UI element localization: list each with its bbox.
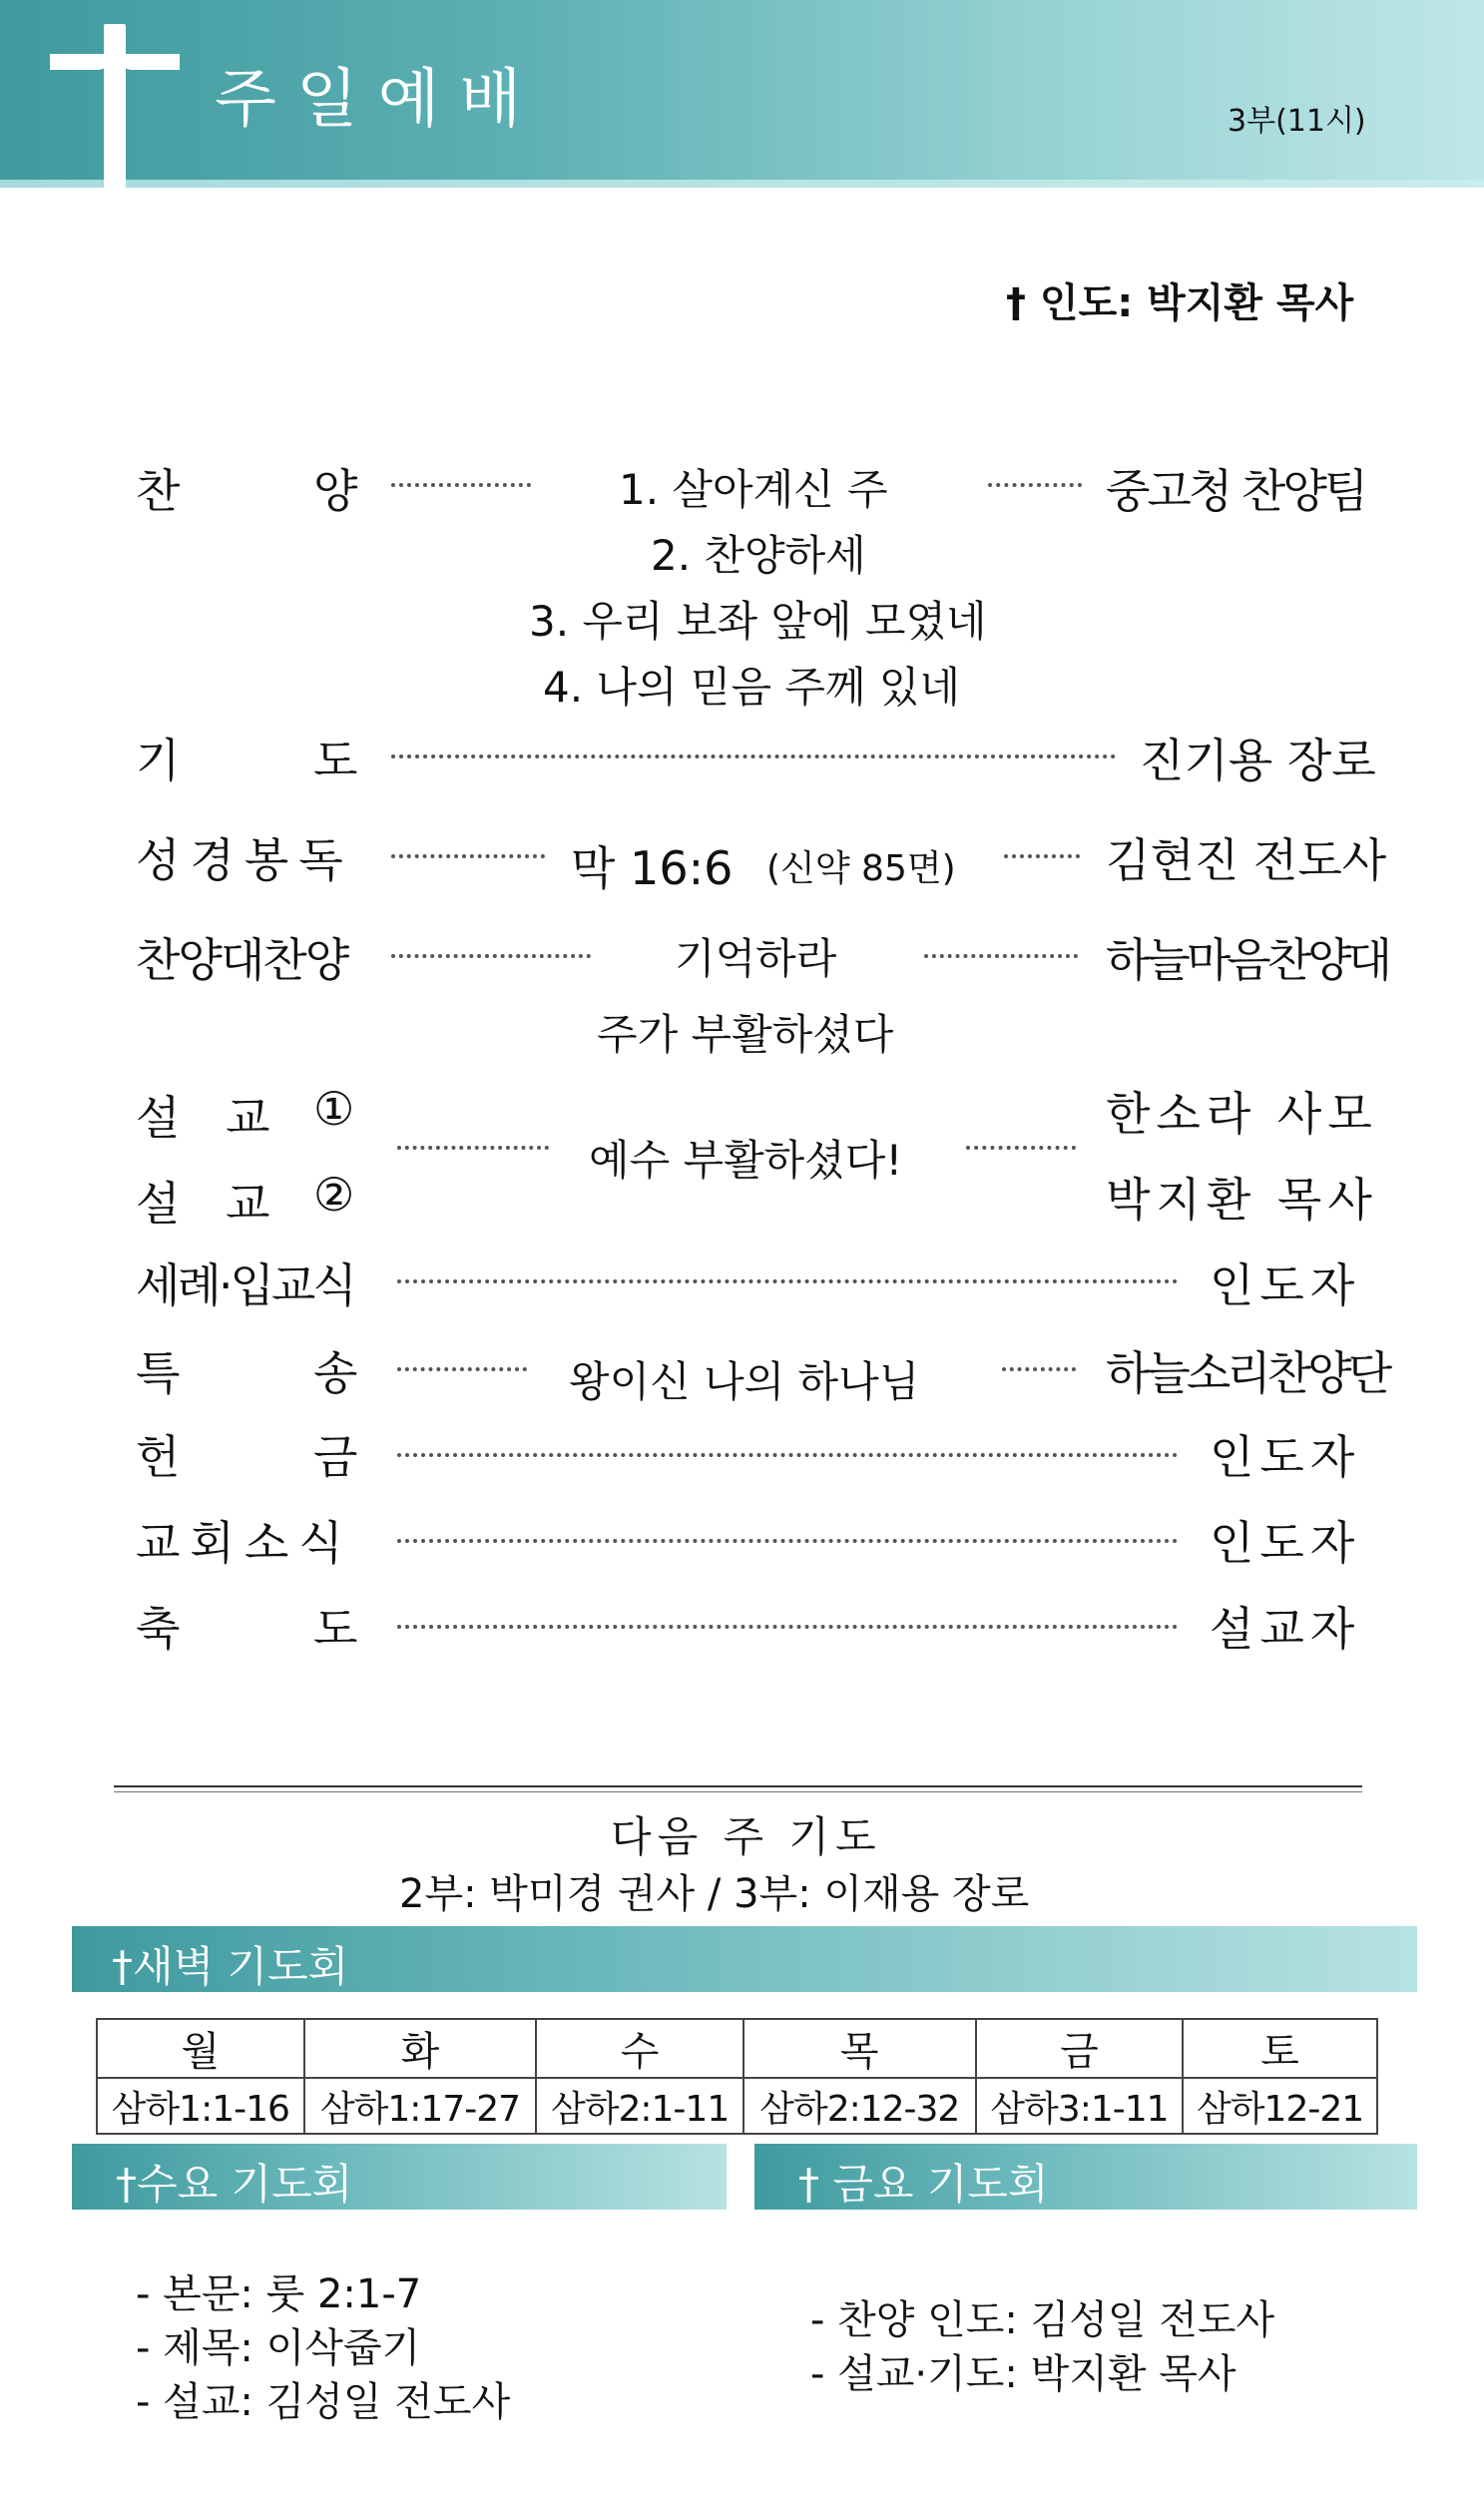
sermon2-label-a: 설 <box>136 1177 181 1231</box>
praise-song-4: 4. 나의 믿음 주께 있네 <box>543 663 961 712</box>
divider <box>114 1791 1362 1792</box>
offering-by: 인도자 <box>1210 1430 1361 1484</box>
sermon1-num: ① <box>313 1082 355 1136</box>
day-header: 화 <box>304 2019 537 2078</box>
praise-label-a: 찬 <box>136 464 181 518</box>
special-label-a: 특 <box>136 1346 181 1400</box>
sermon1-label-a: 설 <box>136 1091 181 1145</box>
friday-list <box>810 2293 1274 2401</box>
offering-label-b: 금 <box>313 1430 358 1484</box>
dot-leader <box>924 954 1078 958</box>
reading-cell: 삼하1:1-16 <box>97 2078 304 2134</box>
dawn-prayer-table <box>96 2018 1378 2135</box>
next-week-title: 다음 주 기도 <box>611 1812 882 1861</box>
day-header: 목 <box>743 2019 976 2078</box>
news-label: 교회소식 <box>136 1516 353 1570</box>
special-label-b: 송 <box>313 1346 358 1400</box>
news-by: 인도자 <box>1210 1516 1361 1570</box>
baptism-by: 인도자 <box>1210 1258 1361 1312</box>
dot-leader <box>397 1367 527 1371</box>
dot-leader <box>1002 1367 1076 1371</box>
praise-label-b: 양 <box>313 464 358 518</box>
sermon1-label-b: 교 <box>226 1091 270 1145</box>
dot-leader <box>397 1625 1178 1629</box>
benediction-label-a: 축 <box>136 1602 181 1656</box>
wednesday-heading-bar <box>72 2144 727 2210</box>
special-song: 왕이신 나의 하나님 <box>569 1357 920 1406</box>
benediction-label-b: 도 <box>313 1602 358 1656</box>
dot-leader <box>1004 854 1080 858</box>
dot-leader <box>397 1146 549 1150</box>
header-strip <box>0 180 1484 188</box>
sermon2-num: ② <box>313 1168 355 1222</box>
reading-cell: 삼하3:1-11 <box>976 2078 1184 2134</box>
choir-song-2: 주가 부활하셨다 <box>597 1010 894 1059</box>
sermon2-label-b: 교 <box>226 1177 270 1231</box>
sermon-title: 예수 부활하셨다! <box>589 1136 903 1185</box>
list-item: - 설교·기도: 박지환 목사 <box>810 2351 1237 2397</box>
day-header: 토 <box>1183 2019 1377 2078</box>
dot-leader <box>397 1453 1178 1457</box>
reading-cell: 삼하1:17-27 <box>304 2078 537 2134</box>
prayer-label-a: 기 <box>136 734 181 787</box>
friday-heading: † 금요 기도회 <box>798 2160 1049 2209</box>
page-title: 주일예배 <box>215 63 542 137</box>
list-item: - 설교: 김성일 전도사 <box>136 2379 511 2425</box>
dot-leader <box>988 483 1082 487</box>
dot-leader <box>397 1279 1178 1283</box>
dawn-prayer-heading: †새벽 기도회 <box>112 1942 349 1991</box>
special-by: 하늘소리찬양단 <box>1106 1346 1389 1400</box>
reading-page: (신약 85면) <box>766 848 956 889</box>
dawn-prayer-heading-bar <box>72 1926 1417 1992</box>
wednesday-heading: †수요 기도회 <box>116 2160 353 2209</box>
friday-heading-bar <box>754 2144 1417 2210</box>
baptism-label: 세례·입교식 <box>136 1258 354 1312</box>
reading-label: 성경봉독 <box>136 833 353 887</box>
list-item: - 제목: 이삭줍기 <box>136 2325 421 2371</box>
list-item: - 본문: 룻 2:1-7 <box>136 2271 422 2317</box>
day-header: 금 <box>976 2019 1184 2078</box>
choir-song-1: 기억하라 <box>675 934 837 983</box>
list-item: - 찬양 인도: 김성일 전도사 <box>810 2297 1275 2343</box>
reading-by: 김현진 전도사 <box>1106 833 1387 887</box>
leader-line: † 인도: 박지환 목사 <box>1006 280 1354 326</box>
offering-label-a: 헌 <box>136 1430 181 1484</box>
choir-label: 찬양대찬양 <box>136 933 348 987</box>
choir-by: 하늘마음찬양대 <box>1106 933 1389 987</box>
sermon2-by: 박지환 목사 <box>1106 1173 1378 1227</box>
prayer-label-b: 도 <box>313 734 358 787</box>
dot-leader <box>397 1539 1178 1543</box>
reading-verse: 막 16:6 <box>571 841 734 895</box>
divider <box>114 1785 1362 1787</box>
day-header: 월 <box>97 2019 304 2078</box>
dot-leader <box>966 1146 1076 1150</box>
reading-cell: 삼하12-21 <box>1183 2078 1377 2134</box>
service-time: 3부(11시) <box>1228 104 1366 139</box>
dot-leader <box>391 954 591 958</box>
praise-song-3: 3. 우리 보좌 앞에 모였네 <box>529 597 987 646</box>
day-header: 수 <box>536 2019 743 2078</box>
prayer-by: 진기용 장로 <box>1140 734 1376 787</box>
praise-by: 중고청 찬양팀 <box>1106 464 1366 518</box>
cross-icon-stem <box>104 24 126 188</box>
praise-song-2: 2. 찬양하세 <box>651 531 866 580</box>
dot-leader <box>391 854 545 858</box>
wednesday-list <box>136 2267 510 2429</box>
praise-song-1: 1. 살아계신 주 <box>619 465 888 514</box>
benediction-by: 설교자 <box>1210 1602 1361 1656</box>
reading-cell: 삼하2:1-11 <box>536 2078 743 2134</box>
dot-leader <box>391 483 531 487</box>
next-week-detail: 2부: 박미경 권사 / 3부: 이재용 장로 <box>399 1871 1030 1917</box>
dot-leader <box>391 754 1116 758</box>
reading-cell: 삼하2:12-32 <box>743 2078 976 2134</box>
sermon1-by: 한소라 사모 <box>1106 1087 1378 1141</box>
